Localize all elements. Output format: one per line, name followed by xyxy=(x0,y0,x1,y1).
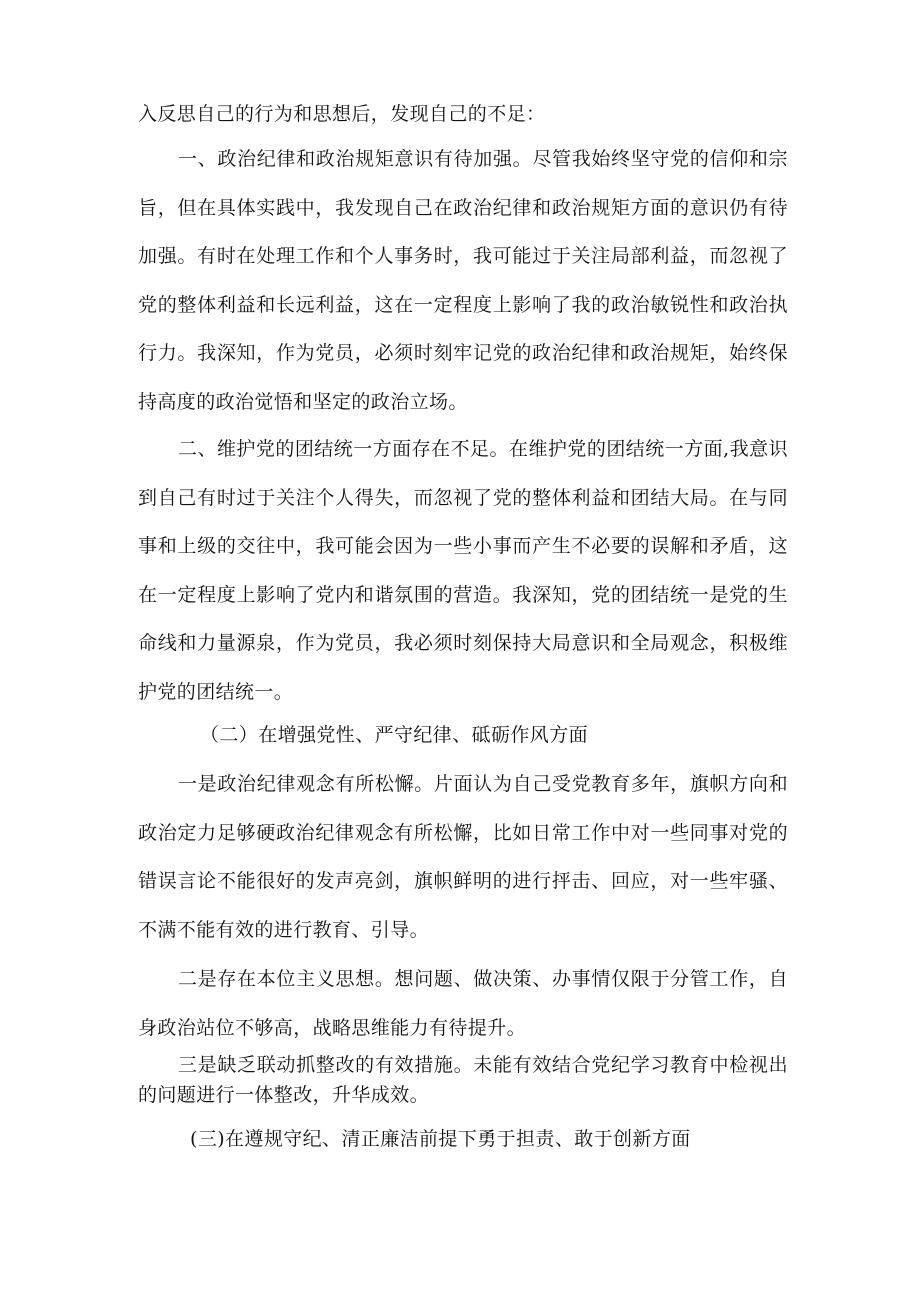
section-heading-2: （二）在增强党性、严守纪律、砥砺作风方面 xyxy=(200,724,589,746)
paragraph-party-unity: 二、维护党的团结统一方面存在不足。在维护党的团结统一方面,我意识到自己有时过于关注个人得失，而忽视了党的整体利益和团结大局。在与同事和上级的交往中，我可能会因为一些小事而产生不必要的误解和矛盾，这在一定程度上影响了党内和谐氛围的营造。我深知，党的团结统一是党的生命线和力量源泉，作为党员，我必须时刻保持大局意识和全局观念，积极维护党的团结统一。 xyxy=(138,438,788,703)
paragraph-rectification: 三是缺乏联动抓整改的有效措施。未能有效结合党纪学习教育中检视出的问题进行一体整改，升华成效。 xyxy=(138,1054,788,1106)
paragraph-discipline-relaxed: 一是政治纪律观念有所松懈。片面认为自己受党教育多年，旗帜方向和政治定力足够硬政治纪律观念有所松懈，比如日常工作中对一些同事对党的错误言论不能很好的发声亮剑，旗帜鲜明的进行抨击、回应，对一些牢骚、不满不能有效的进行教育、引导。 xyxy=(138,773,788,941)
paragraph-continued-intro: 入反思自己的行为和思想后，发现自己的不足： xyxy=(138,103,546,125)
paragraph-departmentalism: 二是存在本位主义思想。想问题、做决策、办事情仅限于分管工作，自身政治站位不够高，战略思维能力有待提升。 xyxy=(138,968,788,1039)
paragraph-political-discipline: 一、政治纪律和政治规矩意识有待加强。尽管我始终坚守党的信仰和宗旨，但在具体实践中，我发现自己在政治纪律和政治规矩方面的意识仍有待加强。有时在处理工作和个人事务时，我可能过于关注局部利益，而忽视了党的整体利益和长远利益，这在一定程度上影响了我的政治敏锐性和政治执行力。我深知，作为党员，必须时刻牢记党的政治纪律和政治规矩，始终保持高度的政治觉悟和坚定的政治立场。 xyxy=(138,148,788,413)
section-heading-3: (三)在遵规守纪、清正廉洁前提下勇于担责、敢于创新方面 xyxy=(190,1128,691,1150)
